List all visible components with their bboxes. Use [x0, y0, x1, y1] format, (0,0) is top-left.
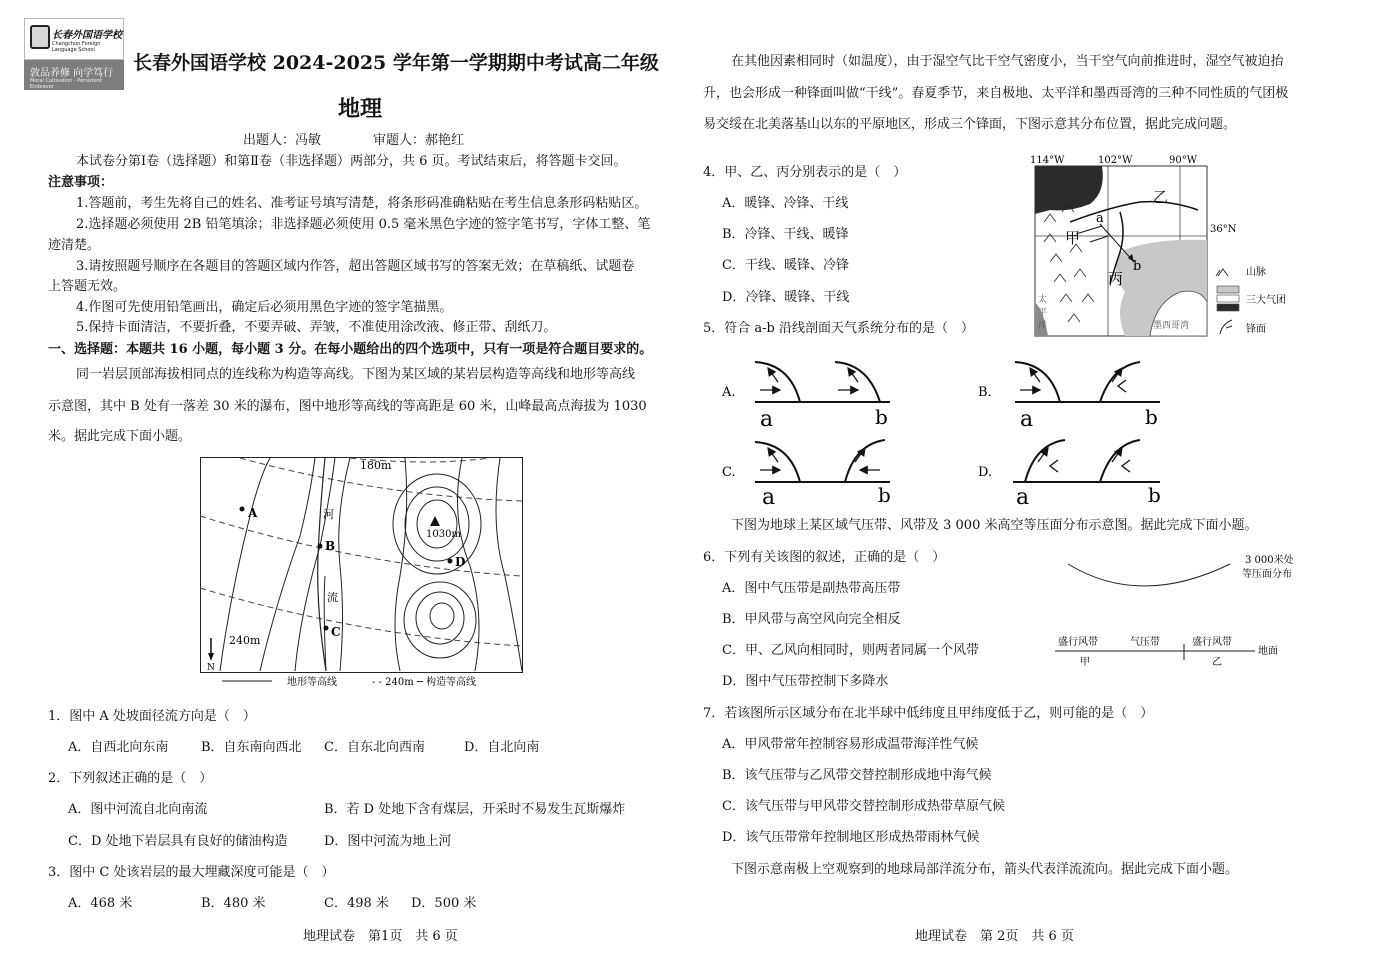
pacific-label: 洋 [1038, 321, 1048, 331]
option-2d: D．图中河流为地上河 [324, 834, 452, 849]
lon-label: 114°W [1030, 155, 1065, 166]
notice-item: 3.请按照题号顺序在各题目的答题区域内作答，超出答题区域书写的答案无效；在草稿纸、试题卷 [76, 259, 635, 274]
option-4c: C．干线、暖锋、冷锋 [722, 258, 849, 273]
passage-text: 米。据此完成下面小题。 [48, 429, 192, 444]
question-3: 3．图中 C 处该岩层的最大埋藏深度可能是（ ） [48, 865, 335, 880]
notice-item-cont: 迹清楚。 [48, 238, 101, 253]
passage-text: 示意图，其中 B 处有一落差 30 米的瀑布，图中地形等高线的等高距是 60 米，山峰最高点海拔为 1030 [48, 399, 647, 414]
option-4b: B．冷锋、干线、暖锋 [722, 227, 849, 242]
question-1: 1．图中 A 处坡面径流方向是（ ） [48, 709, 256, 724]
page-title: 长春外国语学校 2024-2025 学年第一学期期中考试高二年级 [133, 52, 659, 74]
option-1d: D．自北向南 [464, 740, 540, 755]
school-logo [24, 18, 124, 90]
map2-point-b: b [1133, 259, 1142, 274]
intro-text: 本试卷分第Ⅰ卷（选择题）和第Ⅱ卷（非选择题）两部分，共 6 页。考试结束后，将答题卡交回。 [76, 154, 627, 169]
option-5b-label: B. [978, 385, 992, 400]
page-footer: 地理试卷 第 2页 共 6 页 [915, 929, 1074, 944]
passage-text: 升，也会形成一种锋面叫做“干线”。春夏季节，来自极地、太平洋和墨西哥湾的三种不同性质的气团极 [703, 86, 1289, 101]
legend-structural: - - 240m ─ 构造等高线 [372, 677, 477, 688]
point-b-label: B [325, 539, 336, 553]
option-2a: A．图中河流自北向南流 [68, 802, 208, 817]
authors: 出题人：冯敏 审题人：郝艳红 [243, 133, 465, 148]
point-d-marker [448, 559, 453, 564]
pacific-label: 平 [1038, 308, 1048, 318]
ground-label: 地面 [1258, 646, 1278, 657]
page-footer: 地理试卷 第1页 共 6 页 [303, 929, 458, 944]
north-label: N [207, 663, 215, 673]
lat-label: 36°N [1210, 224, 1237, 235]
section-heading: 一、选择题：本题共 16 小题，每小题 3 分。在每小题给出的四个选项中，只有一项是符合题目要求的。 [48, 342, 653, 357]
air-mass-map [1030, 152, 1310, 342]
option-7a: A．甲风带常年控制容易形成温带海洋性气候 [722, 737, 979, 752]
front-yi-label: 乙 [1153, 188, 1169, 206]
option-4a: A．暖锋、冷锋、干线 [722, 196, 849, 211]
front-bing-label: 丙 [1108, 270, 1124, 288]
question-6: 6．下列有关该图的叙述，正确的是（ ） [703, 550, 946, 565]
lon-label: 90°W [1169, 155, 1198, 166]
passage-text: 下图为地球上某区域气压带、风带及 3 000 米高空等压面分布示意图。据此完成下面小题。 [731, 518, 1258, 533]
question-2: 2．下列叙述正确的是（ ） [48, 771, 213, 786]
option-1c: C．自东北向西南 [324, 740, 425, 755]
school-seal-icon [30, 25, 50, 49]
logo-motto-en: Moral Cultivation · Persistent Endeavor [30, 78, 102, 90]
option-4d: D．冷锋、暖锋、干线 [722, 290, 850, 305]
point-d-label: D [455, 555, 466, 569]
logo-school-name: 长春外国语学校 [52, 30, 122, 41]
notice-heading: 注意事项： [48, 175, 114, 190]
passage-text: 同一岩层顶部海拔相同点的连线称为构造等高线。下图为某区域的某岩层构造等高线和地形等高线 [76, 367, 636, 382]
option-5b-a: a [1020, 407, 1034, 432]
point-a-label: A [248, 506, 258, 520]
option-5d-a: a [1016, 485, 1030, 510]
option-6c: C．甲、乙风向相同时，则两者同属一个风带 [722, 643, 979, 658]
point-a-marker [240, 507, 245, 512]
option-6d: D．图中气压带控制下多降水 [722, 674, 889, 689]
legend-front: 锋面 [1246, 324, 1266, 335]
contour-label-180: 180m [360, 459, 392, 472]
subject-title: 地理 [338, 96, 383, 122]
question-5: 5．符合 a-b 沿线剖面天气系统分布的是（ ） [703, 321, 975, 336]
option-3d: D．500 米 [411, 896, 477, 911]
option-5a-a: a [760, 407, 774, 432]
question-4: 4．甲、乙、丙分别表示的是（ ） [703, 165, 907, 180]
wind-belt-label: 盛行风带 [1192, 637, 1232, 648]
passage-text: 在其他因素相同时（如温度），由于湿空气比干空气密度小，当干空气向前推进时，湿空气被迫抬 [731, 54, 1284, 69]
diagram-top-label: 等压面分布 [1242, 569, 1292, 580]
option-1a: A．自西北向东南 [68, 740, 169, 755]
air-mass-legend-swatch [1217, 286, 1239, 293]
river-label: 河 [323, 508, 334, 521]
option-3c: C．498 米 [324, 896, 389, 911]
wind-belt-label: 盛行风带 [1058, 637, 1098, 648]
pressure-belt-label: 气压带 [1130, 637, 1160, 648]
option-5d-label: D. [978, 465, 993, 480]
option-6b: B．甲风带与高空风向完全相反 [722, 612, 901, 627]
option-7c: C．该气压带与甲风带交替控制形成热带草原气候 [722, 799, 1005, 814]
lon-label: 102°W [1098, 155, 1133, 166]
jia-label: 甲 [1080, 657, 1090, 668]
map2-point-a: a [1096, 211, 1104, 226]
option-7b: B．该气压带与乙风带交替控制形成地中海气候 [722, 768, 992, 783]
option-6a: A．图中气压带是副热带高压带 [722, 581, 901, 596]
option-5c-label: C. [722, 465, 736, 480]
pacific-label: 太 [1038, 295, 1048, 305]
passage-text: 下图示意南极上空观察到的地球局部洋流分布，箭头代表洋流流向。据此完成下面小题。 [731, 862, 1239, 877]
contour-label-240: 240m [229, 634, 261, 647]
legend-air-mass: 三大气团 [1246, 295, 1286, 306]
notice-item: 5.保持卡面清洁，不要折叠，不要弄破、弄皱，不准使用涂改液、修正带、刮纸刀。 [76, 320, 557, 335]
diagram-top-label: 3 000米处 [1245, 555, 1294, 566]
logo-motto: 敦品养修 向学笃行 [30, 68, 114, 79]
question-7: 7．若该图所示区域分布在北半球中低纬度且甲纬度低于乙，则可能的是（ ） [703, 706, 1154, 721]
front-jia-label: 甲 [1065, 229, 1081, 247]
option-2c: C．D 处地下岩层具有良好的储油构造 [68, 834, 288, 849]
notice-item: 2.选择题必须使用 2B 铅笔填涂；非选择题必须使用 0.5 毫米黑色字迹的签字笔书写，字体工整、笔 [76, 217, 651, 232]
contour-map [200, 456, 524, 692]
logo-top [24, 18, 124, 60]
option-1b: B．自东南向西北 [201, 740, 302, 755]
gulf-label: 墨西哥湾 [1153, 321, 1190, 331]
option-3b: B．480 米 [201, 896, 266, 911]
point-c-label: C [331, 625, 341, 639]
notice-item: 4.作图可先使用铅笔画出，确定后必须用黑色字迹的签字笔描黑。 [76, 300, 453, 315]
point-b-marker [318, 544, 323, 549]
option-2b: B．若 D 处地下含有煤层，开采时不易发生瓦斯爆炸 [324, 802, 626, 817]
legend-mountain: 山脉 [1246, 267, 1266, 278]
river-label: 流 [327, 591, 338, 604]
legend-terrain: 地形等高线 [287, 677, 337, 688]
notice-item-cont: 上答题无效。 [48, 279, 127, 294]
yi-label: 乙 [1212, 657, 1222, 668]
q5-options-diagram [720, 352, 1180, 512]
option-3a: A．468 米 [68, 896, 133, 911]
peak-icon [430, 516, 440, 526]
option-5d-b: b [1148, 483, 1161, 507]
option-5a-b: b [875, 405, 888, 429]
option-5a-label: A. [722, 385, 736, 400]
mountain-legend-icon [1216, 269, 1228, 276]
option-7d: D．该气压带常年控制地区形成热带雨林气候 [722, 830, 980, 845]
option-5c-b: b [878, 483, 891, 507]
notice-item: 1.答题前，考生先将自己的姓名、准考证号填写清楚，将条形码准确粘贴在考生信息条形码粘贴区。 [76, 196, 648, 211]
front-legend-icon [1220, 320, 1232, 334]
option-5c-a: a [762, 485, 776, 510]
peak-label: 1030m [426, 529, 461, 540]
point-c-marker [324, 626, 329, 631]
logo-english-name: Changchun Foreign Language School [52, 41, 101, 53]
pressure-belt-diagram [1050, 548, 1310, 673]
passage-text: 易交绥在北美落基山以东的平原地区，形成三个锋面，下图示意其分布位置，据此完成问题。 [703, 117, 1237, 132]
option-5b-b: b [1145, 405, 1158, 429]
